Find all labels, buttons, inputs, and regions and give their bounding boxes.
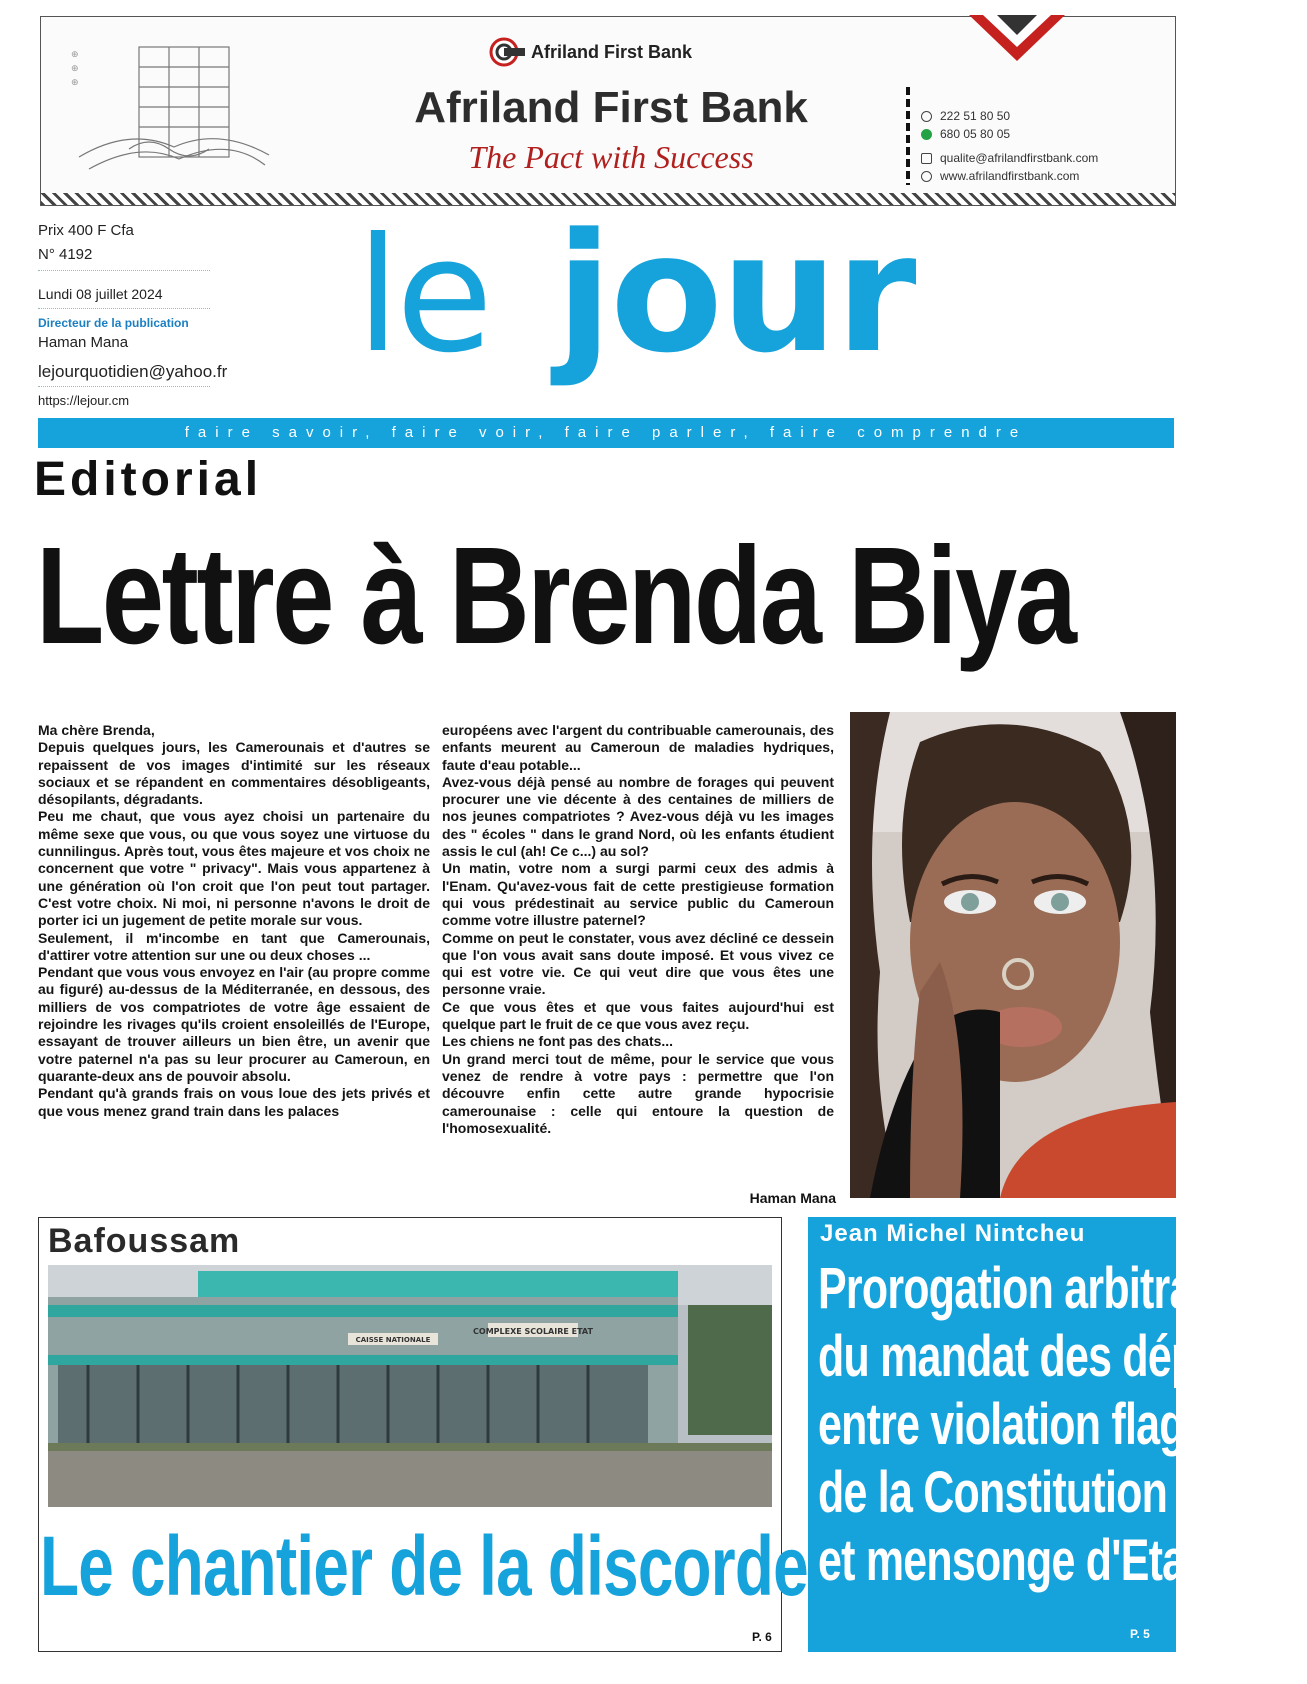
ad-email [921, 151, 1098, 165]
ad-whatsapp-text: 680 05 80 05 [940, 127, 1011, 141]
headline-line: du mandat des députés : [818, 1324, 1307, 1389]
paragraph: européens avec l'argent du contribuable camerounais, des enfants meurent au Cameroun de maladies hydriques, faute d'eau potable... [442, 722, 834, 773]
section-nintcheu: Jean Michel Nintcheu [820, 1220, 1086, 1247]
bank-brand-small [489, 37, 692, 67]
director-name: Haman Mana [38, 334, 129, 351]
headline-nintcheu[interactable] [818, 1255, 1307, 1595]
paragraph: Avez-vous déjà pensé au nombre de forages qui peuvent procurer une vie décente à des centaines de milliers de nos jeunes compatriotes ? Avez-vous déjà vu les images des " écoles " dans le grand Nord, où les enfants étudient assis le cul (ah! Ce c...) au sol? [442, 773, 834, 860]
svg-text:⊕: ⊕ [71, 50, 79, 60]
handshake-building-illustration [69, 37, 279, 187]
director-label: Directeur de la publication [38, 316, 189, 330]
ad-phone [921, 109, 1010, 123]
headline-line: de la Constitution [818, 1460, 1168, 1525]
paragraph: Pendant que vous vous envoyez en l'air (au propre comme au figuré) au-dessus de la Méditerranée, en dessous, des milliers de vos compatriotes de votre âge essaient de rejoindre les rivages qu'ils croient ensoleillés de l'Europe, essayant de trouver ailleurs un bien être, un avenir que votre paternel n'a pas su leur procurer au Cameroun, en quarante-deux ans de pouvoir absolu. [38, 964, 430, 1084]
whatsapp-icon [921, 129, 932, 140]
afriland-logo-icon [489, 37, 525, 67]
le-jour-logo [356, 198, 1036, 389]
article-column-1 [38, 722, 430, 1120]
headline-line: et mensonge d'Etat [818, 1528, 1199, 1593]
issue-date: Lundi 08 juillet 2024 [38, 286, 163, 302]
page-reference: P. 5 [1130, 1627, 1150, 1641]
ad-whatsapp [921, 127, 1010, 141]
price: Prix 400 F Cfa [38, 222, 134, 239]
ad-banner[interactable] [40, 16, 1176, 206]
agency-sign: CAISSE NATIONALE [355, 1336, 431, 1344]
paragraph: Les chiens ne font pas des chats... [442, 1033, 674, 1050]
website-link[interactable]: https://lejour.cm [38, 393, 130, 408]
svg-text:⊕: ⊕ [71, 64, 79, 74]
portrait-photo [850, 712, 1176, 1198]
tagline-bar: faire savoir, faire voir, faire parler, faire comprendre [38, 418, 1174, 448]
meta-divider [38, 308, 210, 309]
paragraph: Pendant qu'à grands frais on vous loue des jets privés et que vous menez grand train dans les palaces [38, 1085, 430, 1119]
paragraph: Un grand merci tout de même, pour le service que vous venez de rendre à votre pays : permettre que l'on découvre enfin cette autre grande hypocrisie camerounaise : celle qui entoure la question de l'homosexualité. [442, 1050, 834, 1136]
page-reference: P. 6 [752, 1630, 772, 1644]
ad-email-text: qualite@afrilandfirstbank.com [940, 151, 1099, 165]
logo-jour: jour [556, 198, 915, 389]
paragraph: Comme on peut le constater, vous avez décliné ce dessein que l'on vous avait sans doute imposé. Et vous vivez ce qui est votre vie. Ce qui veut dire que vous êtes une personne vraie. [442, 929, 834, 998]
author-signature: Haman Mana [749, 1190, 836, 1206]
ad-website-text[interactable]: www.afrilandfirstbank.com [940, 169, 1080, 183]
meta-divider [38, 386, 210, 387]
paragraph: Ma chère Brenda, [38, 722, 155, 738]
bank-brand-small-text: Afriland First Bank [531, 41, 693, 62]
ad-phone-text: 222 51 80 50 [940, 109, 1011, 123]
phone-icon [921, 111, 932, 122]
paragraph: Peu me chaut, que vous ayez choisi un partenaire du même sexe que vous, ou que vous soyez une virtuose du cunnilingus. Après tout, vous êtes majeure et vos choix ne concernent que votre " privacy". Mais vous appartenez à une génération où l'on croit que l'on peut tout partager. C'est votre choix. Ni moi, ni personne n'avons le droit de porter ici un jugement de petite morale sur vous. [38, 808, 430, 929]
ad-divider [906, 87, 910, 185]
bank-slogan: The Pact with Success [468, 139, 754, 175]
issue-number: N° 4192 [38, 246, 93, 263]
paragraph: Seulement, il m'incombe en tant que Camerounais, d'attirer votre attention sur une ou deux choses ... [38, 929, 430, 963]
ad-corner-decoration [969, 15, 1065, 61]
headline-bafoussam[interactable]: Le chantier de la discorde [40, 1519, 808, 1613]
building-photo [48, 1265, 772, 1507]
contact-email[interactable]: lejourquotidien@yahoo.fr [38, 362, 228, 381]
svg-text:⊕: ⊕ [71, 78, 79, 88]
paragraph: Un matin, votre nom a surgi parmi ceux des admis à l'Enam. Qu'avez-vous fait de cette prestigieuse formation qui vous prédestinait au service public du Cameroun comme votre illustre paternel? [442, 860, 834, 929]
section-editorial: Editorial [34, 453, 263, 506]
logo-le: le [356, 204, 490, 388]
globe-icon [921, 171, 932, 182]
school-sign: COMPLEXE SCOLAIRE ETAT [473, 1327, 593, 1336]
meta-divider [38, 270, 210, 271]
ad-website[interactable] [921, 169, 1079, 183]
mail-icon [921, 153, 932, 164]
headline-line: entre violation flagrante [818, 1392, 1287, 1457]
bank-name: Afriland First Bank [414, 83, 808, 132]
paragraph: Ce que vous êtes et que vous faites aujourd'hui est quelque part le fruit de ce que vous avez reçu. [442, 998, 834, 1033]
section-bafoussam: Bafoussam [48, 1222, 241, 1260]
paragraph: Depuis quelques jours, les Camerounais et d'autres se repaissent de vos images d'intimité sur les réseaux sociaux et se répandent en commentaires désobligeants, désopilants, dégradants. [38, 739, 430, 808]
headline-main[interactable]: Lettre à Brenda Biya [36, 519, 1075, 673]
headline-line: Prorogation arbitraire [818, 1256, 1243, 1321]
article-column-2 [442, 722, 834, 1137]
